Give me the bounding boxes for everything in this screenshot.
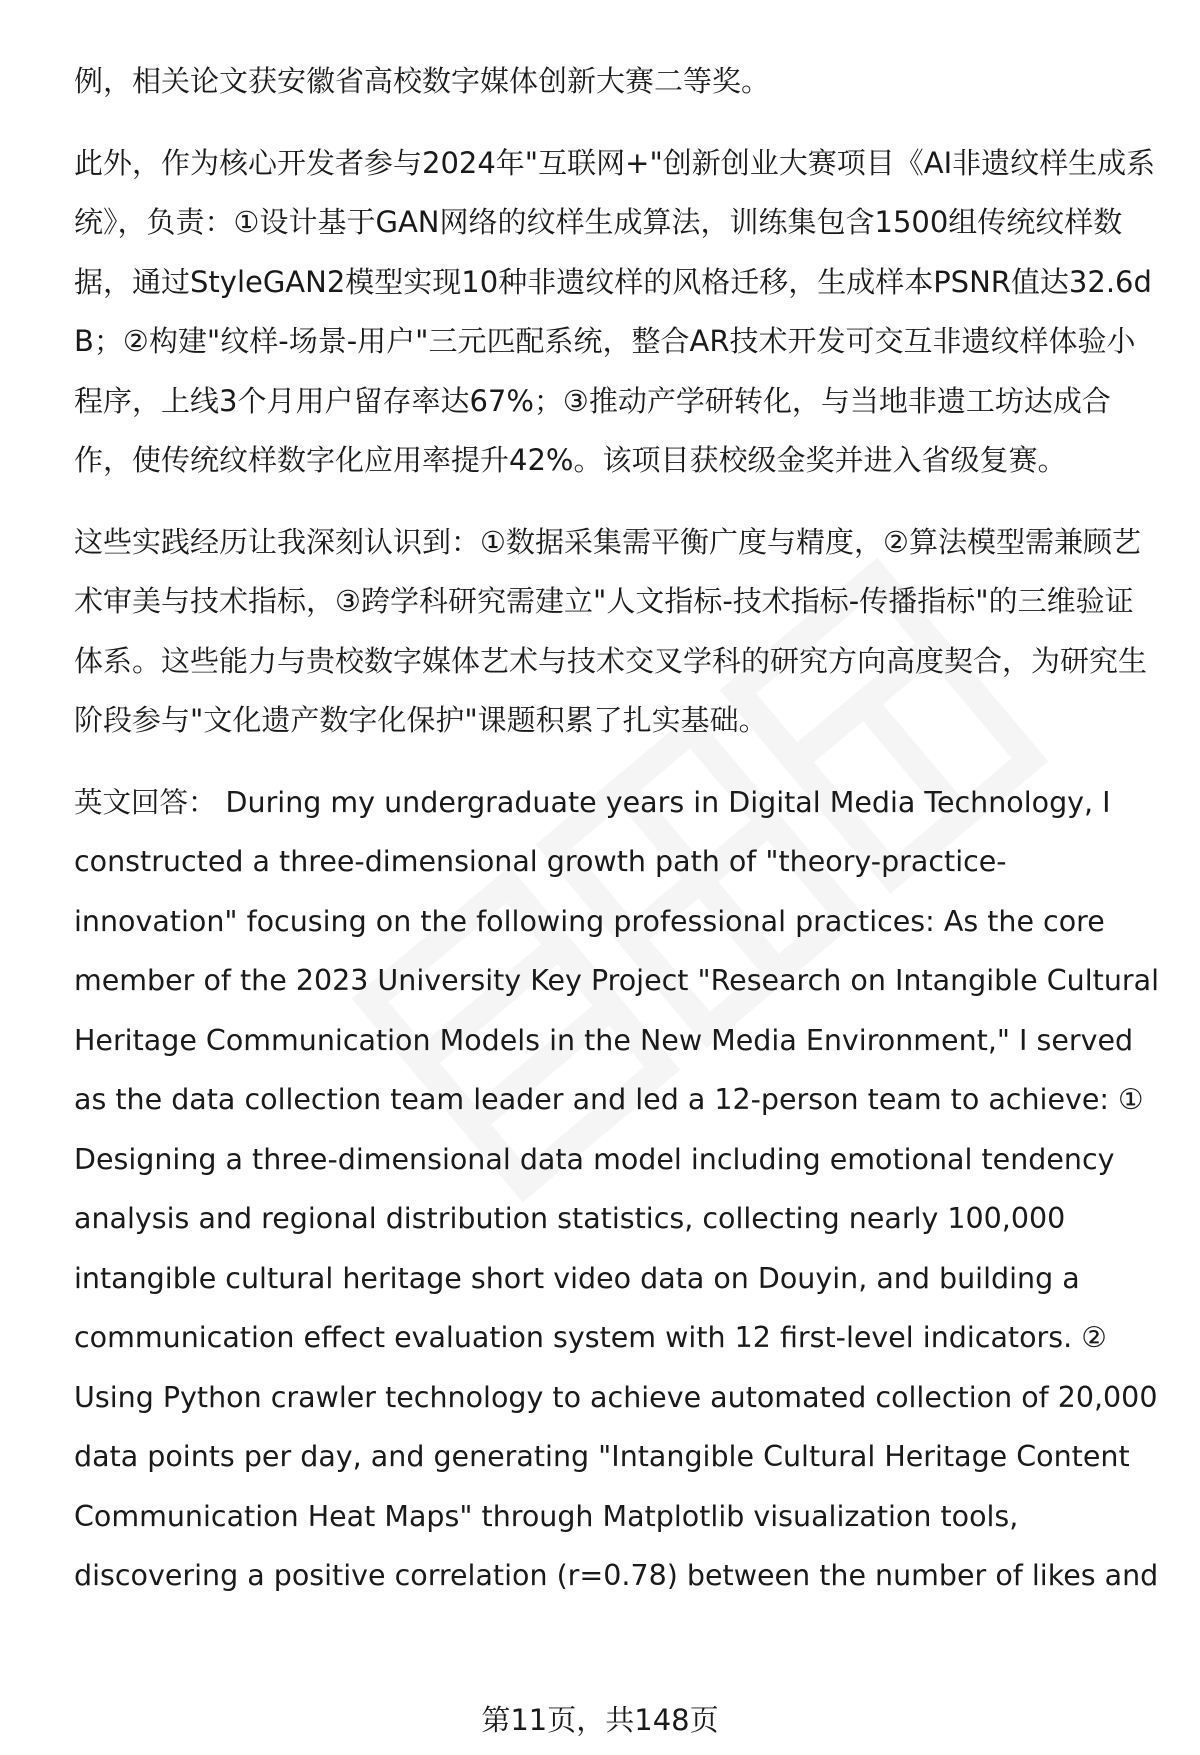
document-body <box>74 52 1160 1606</box>
page-number-footer: 第11页，共148页 <box>481 1703 719 1737</box>
paragraph-continuation: 例，相关论文获安徽省高校数字媒体创新大赛二等奖。 <box>74 64 771 98</box>
paragraph-english-answer: 英文回答： During my undergraduate years in Digital Media Technology, I constructed a three-dimensional growth path of "theory-practice-innovation" focusing on the following professional practices: As the core member of the 2023 University Key Project "Research on Intangible Cultural Heritage Communication Models in the New Media Environment," I served as the data collection team leader and led a 12-person team to achieve: ① Designing a three-dimensional data model including emotional tendency analysis and regional distribution statistics, collecting nearly 100,000 intangible cultural heritage short video data on Douyin, and building a communication effect evaluation system with 12 first-level indicators. ② Using Python crawler technology to achieve automated collection of 20,000 data points per day, and generating "Intangible Cultural Heritage Content Communication Heat Maps" through Matplotlib visualization tools, discovering a positive correlation (r=0.78) between the number of likes and <box>74 785 1159 1592</box>
paragraph-ai-pattern-project: 此外，作为核心开发者参与2024年"互联网+"创新创业大赛项目《AI非遗纹样生成系统》，负责：①设计基于GAN网络的纹样生成算法，训练集包含1500组传统纹样数据，通过StyleGAN2模型实现10种非遗纹样的风格迁移，生成样本PSNR值达32.6dB；②构建"纹样-场景-用户"三元匹配系统，整合AR技术开发可交互非遗纹样体验小程序，上线3个月用户留存率达67%；③推动产学研转化，与当地非遗工坊达成合作，使传统纹样数字化应用率提升42%。该项目获校级金奖并进入省级复赛。 <box>74 145 1156 477</box>
paragraph-reflection: 这些实践经历让我深刻认识到：①数据采集需平衡广度与精度，②算法模型需兼顾艺术审美与技术指标，③跨学科研究需建立"人文指标-技术指标-传播指标"的三维验证体系。这些能力与贵校数字媒体艺术与技术交叉学科的研究方向高度契合，为研究生阶段参与"文化遗产数字化保护"课题积累了扎实基础。 <box>74 524 1148 737</box>
